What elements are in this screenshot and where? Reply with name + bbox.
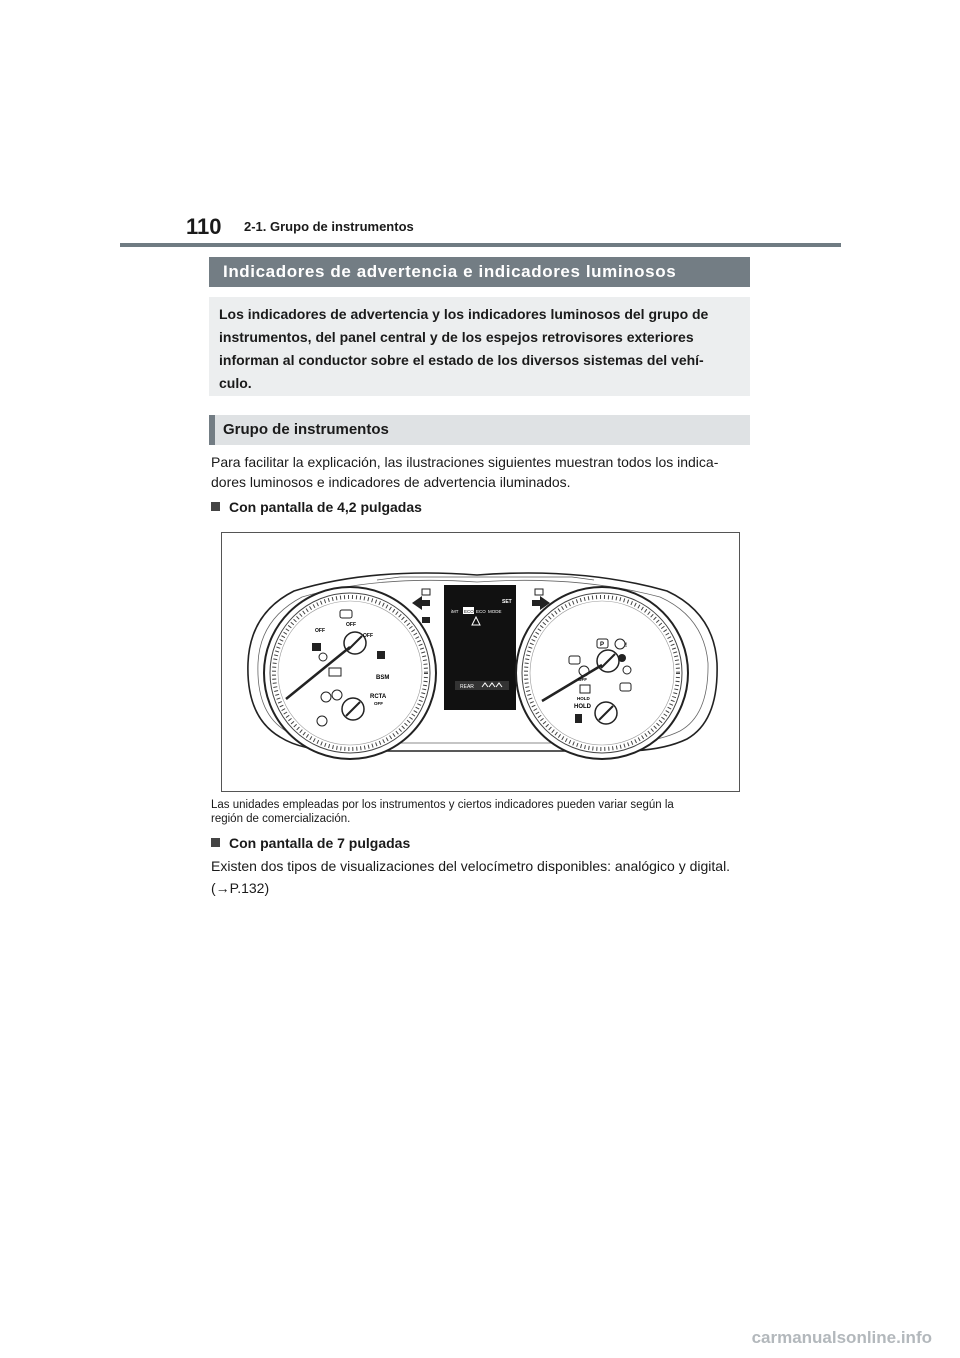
figure-note — [211, 798, 751, 826]
bsm-label: BSM — [376, 675, 390, 681]
intro-line: instrumentos, del panel central y de los espejos retrovisores exteriores — [219, 329, 694, 345]
off-label-2: OFF — [346, 622, 356, 628]
left-gauge — [264, 587, 436, 759]
chapter-header: 2-1. Grupo de instrumentos — [244, 219, 414, 234]
paragraph-line: Para facilitar la explicación, las ilustraciones siguientes muestran todos los indica- — [211, 454, 719, 470]
parking-brake-label: P — [600, 642, 605, 648]
subsection-title: Grupo de instrumentos — [209, 415, 750, 445]
imt-label: iMT — [451, 609, 459, 614]
bullet-label: Con pantalla de 4,2 pulgadas — [229, 499, 422, 515]
set-label: SET — [502, 599, 512, 605]
foglight-icon — [422, 617, 430, 623]
left-turn-arrow-icon — [412, 596, 430, 610]
instrument-cluster-illustration — [222, 533, 739, 791]
rear-label: REAR — [460, 684, 474, 690]
off-label-right: OFF — [578, 677, 587, 682]
off-label-1: OFF — [315, 628, 325, 634]
bullet-7-inch — [211, 835, 410, 851]
airbag-icon — [618, 654, 626, 662]
instrument-cluster-figure — [221, 532, 740, 792]
intro-box — [209, 297, 750, 396]
bullet-label: Con pantalla de 7 pulgadas — [229, 835, 411, 851]
hold-label-1: HOLD — [577, 696, 590, 701]
watermark: carmanualsonline.info — [751, 1328, 932, 1347]
page-reference-link[interactable]: (→P.132) — [211, 880, 270, 896]
square-bullet-icon — [211, 502, 220, 511]
hold-label-2: HOLD — [574, 704, 591, 710]
explanation-paragraph — [211, 452, 718, 492]
bullet-4-2-inch — [211, 499, 422, 515]
intro-line: informan al conductor sobre el estado de los diversos sistemas del vehí- — [219, 352, 704, 368]
section-title: Indicadores de advertencia e indicadores luminosos — [209, 257, 750, 287]
right-gauge — [516, 587, 688, 759]
paragraph-line: dores luminosos e indicadores de advertencia iluminados. — [211, 474, 571, 490]
off-label-3: OFF — [363, 633, 373, 639]
note-line: región de comercialización. — [211, 813, 351, 825]
display-types-paragraph — [211, 856, 730, 898]
eco-mode-label: ECO — [476, 609, 486, 614]
rcta-off-label: OFF — [374, 701, 383, 706]
intro-line: culo. — [219, 375, 252, 391]
center-trim — [377, 577, 594, 580]
fuel-icon — [575, 714, 582, 723]
rear-fog-icon — [535, 589, 543, 595]
headlight-icon — [422, 589, 430, 595]
center-display — [444, 585, 516, 710]
page-number: 110 — [186, 214, 222, 239]
left-indicator-icon-6 — [377, 651, 385, 659]
left-indicator-icon-1 — [312, 643, 321, 651]
mode-label: MODE — [488, 609, 502, 614]
rcta-label: RCTA — [370, 694, 387, 700]
paragraph-line: Existen dos tipos de visualizaciones del velocímetro disponibles: analógico y digital. — [211, 858, 731, 874]
intro-line: Los indicadores de advertencia y los indicadores luminosos del grupo de — [219, 306, 709, 322]
square-bullet-icon — [211, 838, 220, 847]
steering-warning-label: ! — [625, 643, 627, 649]
header-divider — [120, 243, 841, 247]
note-line: Las unidades empleadas por los instrumentos y ciertos indicadores pueden variar según la — [211, 799, 674, 811]
eco-badge-label: ECO — [464, 609, 474, 614]
